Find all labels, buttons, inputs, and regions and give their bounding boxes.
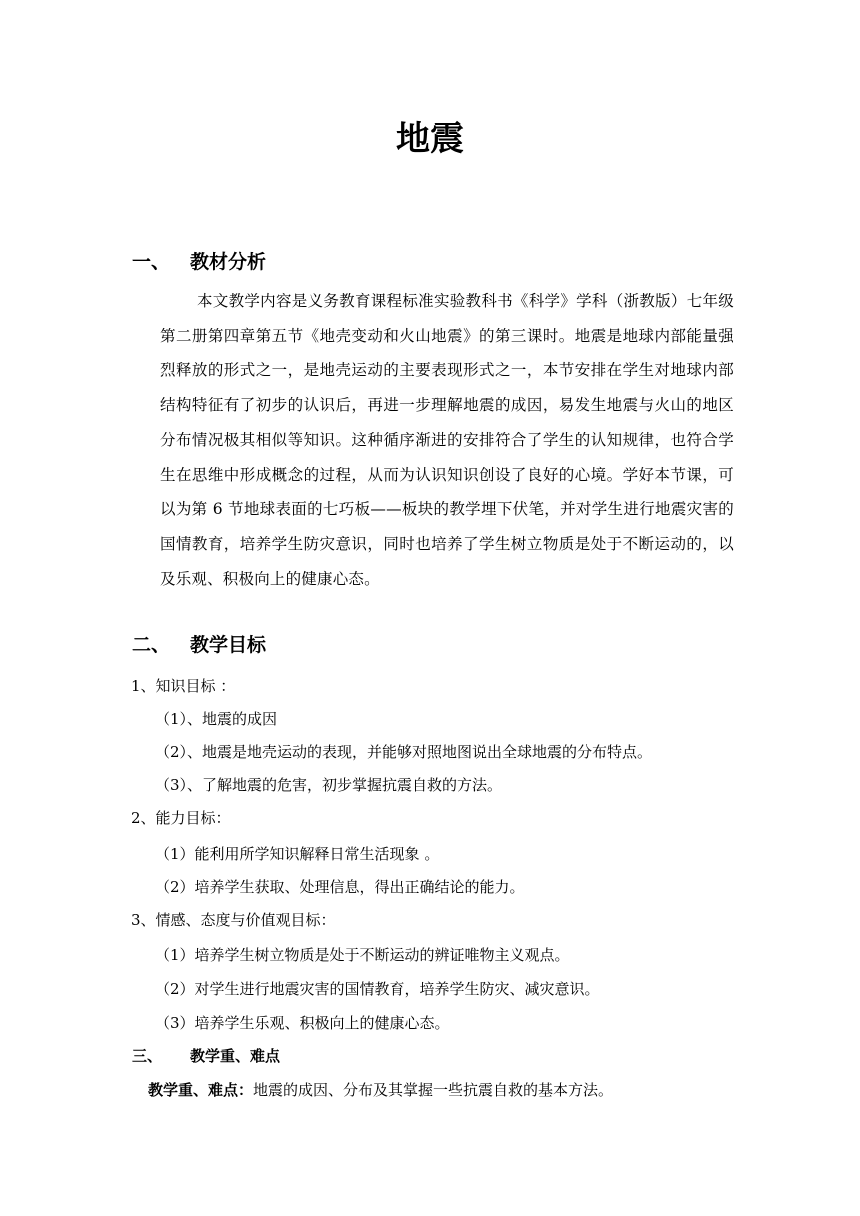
objective-item: （1）能利用所学知识解释日常生活现象 。 [155, 845, 440, 863]
objective-item: （2）、地震是地壳运动的表现，并能够对照地图说出全球地震的分布特点。 [155, 743, 653, 761]
key-points-label: 教学重、难点： [148, 1081, 254, 1099]
section-number: 三、 [132, 1047, 163, 1065]
section-title: 教学重、难点 [190, 1047, 281, 1065]
analysis-paragraph: 本文教学内容是义务教育课程标准实验教科书《科学》学科（浙教版）七年级第二册第四章第五节《地壳变动和火山地震》的第三课时。地震是地球内部能量强烈释放的形式之一，是地壳运动的主要表现形式之一，本节安排在学生对地球内部结构特征有了初步的认识后，再进一步理解地震的成因，易发生地震与火山的地区分布情况极其相似等知识。这种循序渐进的安排符合了学生的认知规律，也符合学生在思维中形成概念的过程，从而为认识知识创设了良好的心境。学好本节课，可以为第 6 节地球表面的七巧板——板块的教学埋下伏笔，并对学生进行地震灾害的国情教育，培养学生防灾意识，同时也培养了学生树立物质是处于不断运动的，以及乐观、积极向上的健康心态。 [160, 292, 734, 588]
objective-item: （1）培养学生树立物质是处于不断运动的辨证唯物主义观点。 [155, 946, 570, 964]
section-heading-analysis [132, 248, 266, 276]
section-title: 教材分析 [190, 251, 267, 273]
document-title: 地震 [396, 119, 464, 159]
section-heading-objectives [132, 631, 266, 659]
key-points-line [148, 1078, 613, 1102]
section-number: 一、 [132, 251, 171, 273]
objective-group-emotion: 3、情感、态度与价值观目标： [131, 911, 336, 929]
objective-item: （2）对学生进行地震灾害的国情教育，培养学生防灾、减灾意识。 [155, 980, 600, 998]
objective-item: （2）培养学生获取、处理信息，得出正确结论的能力。 [155, 878, 525, 896]
objective-item: （1）、地震的成因 [155, 710, 278, 728]
section-title: 教学目标 [190, 634, 267, 656]
section-heading-key-points [132, 1044, 280, 1068]
objective-group-ability: 2、能力目标： [131, 809, 231, 827]
objective-item: （3）、了解地震的危害，初步掌握抗震自救的方法。 [155, 776, 503, 794]
key-points-text: 地震的成因、分布及其掌握一些抗震自救的基本方法。 [253, 1081, 614, 1099]
objective-group-knowledge: 1、知识目标 ： [131, 677, 236, 695]
section-number: 二、 [132, 634, 171, 656]
objective-item: （3）培养学生乐观、积极向上的健康心态。 [155, 1014, 450, 1032]
